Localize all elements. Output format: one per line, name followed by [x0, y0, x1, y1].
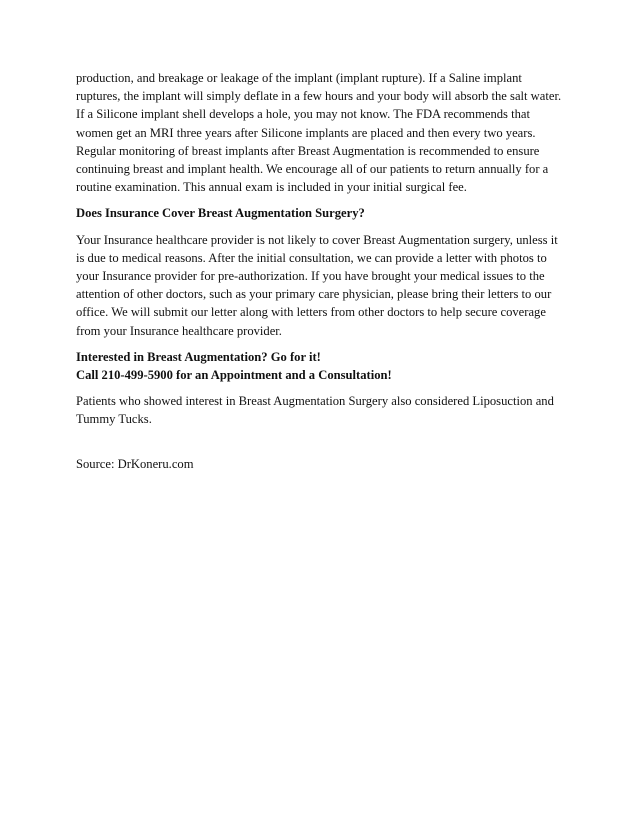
- spacer: [76, 340, 568, 348]
- text-line: office. We will submit our letter along with letters from other doctors to help secure coverage: [76, 305, 546, 320]
- paragraph-related-procedures: [76, 392, 568, 428]
- text-line: If a Silicone implant shell develops a hole, you may not know. The FDA recommends that: [76, 107, 530, 122]
- spacer: [76, 429, 568, 455]
- paragraph-insurance: [76, 231, 568, 340]
- spacer: [76, 223, 568, 231]
- text-line: production, and breakage or leakage of the implant (implant rupture). If a Saline implant: [76, 71, 522, 85]
- text-line: women get an MRI three years after Silicone implants are placed and then every two years.: [76, 125, 536, 140]
- text-line: continuing breast and implant health. We encourage all of our patients to return annually for a: [76, 162, 549, 177]
- text-line: Patients who showed interest in Breast Augmentation Surgery also considered Liposuction and: [76, 394, 554, 409]
- text-line: Regular monitoring of breast implants after Breast Augmentation is recommended to ensure: [76, 143, 540, 158]
- text-line: routine examination. This annual exam is included in your initial surgical fee.: [76, 180, 467, 195]
- section-heading-insurance: [76, 204, 568, 222]
- text-line: Tummy Tucks.: [76, 412, 152, 427]
- cta-phone-line: Call 210-499-5900 for an Appointment and a Consultation!: [76, 368, 392, 383]
- paragraph-implant-rupture: [76, 69, 568, 196]
- spacer: [76, 196, 568, 204]
- heading-text: Does Insurance Cover Breast Augmentation Surgery?: [76, 206, 365, 221]
- cta-line: Interested in Breast Augmentation? Go for it!: [76, 349, 321, 364]
- call-to-action: [76, 348, 568, 384]
- text-line: Your Insurance healthcare provider is not likely to cover Breast Augmentation surgery, unless it: [76, 232, 558, 247]
- text-line: attention of other doctors, such as your primary care physician, please bring their letters to our: [76, 287, 552, 302]
- source-text: Source: DrKoneru.com: [76, 456, 194, 471]
- spacer: [76, 384, 568, 392]
- text-line: your Insurance provider for pre-authorization. If you have brought your medical issues to the: [76, 269, 545, 284]
- text-line: from your Insurance healthcare provider.: [76, 323, 282, 338]
- text-line: ruptures, the implant will simply deflate in a few hours and your body will absorb the salt water.: [76, 89, 562, 104]
- text-line: is due to medical reasons. After the initial consultation, we can provide a letter with photos to: [76, 250, 547, 265]
- source-credit: [76, 455, 568, 473]
- document-page: [76, 69, 568, 473]
